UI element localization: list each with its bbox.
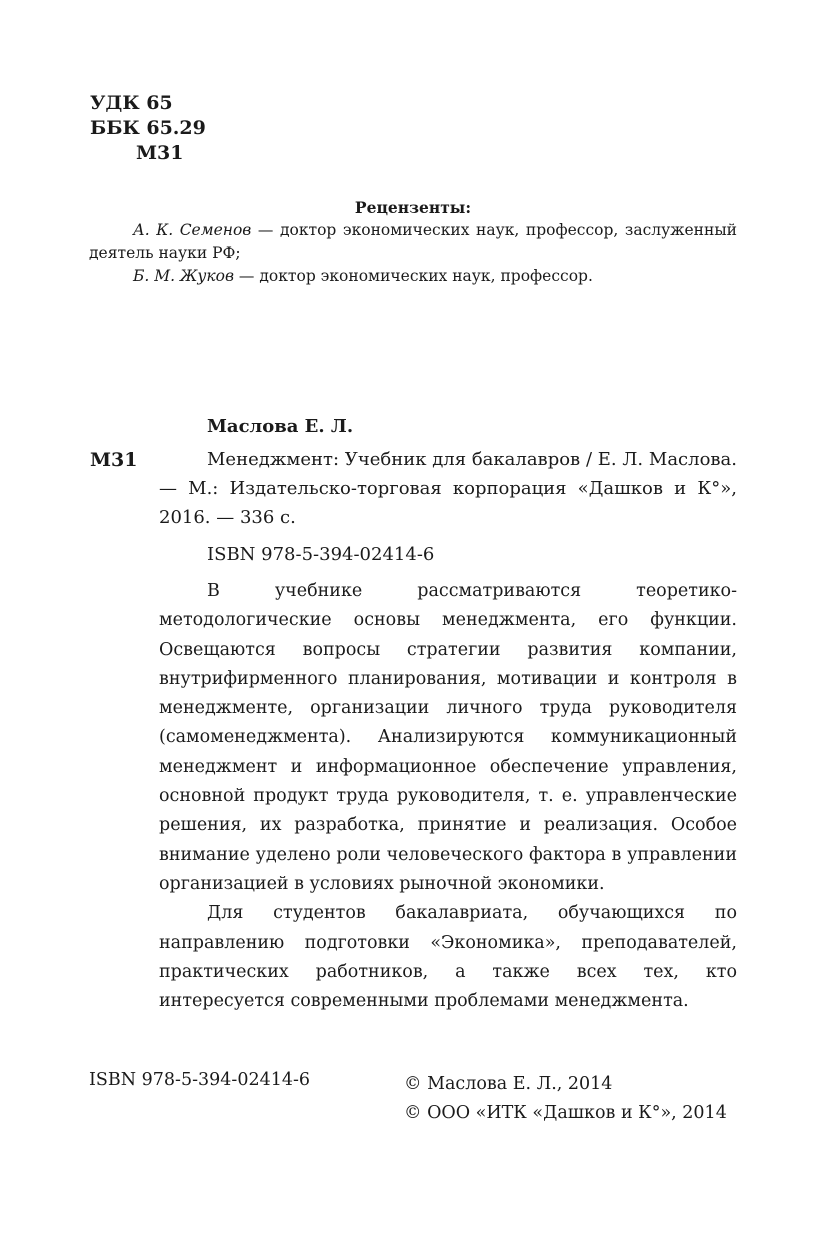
copyright-publisher: © ООО «ИТК «Дашков и К°», 2014 xyxy=(404,1103,727,1123)
copyright-block xyxy=(404,1070,727,1128)
reviewers-block xyxy=(89,196,737,288)
reviewer-name: А. К. Семенов xyxy=(133,221,252,239)
card-isbn: ISBN 978-5-394-02414-6 xyxy=(207,544,435,565)
udk-code: УДК 65 xyxy=(90,92,173,114)
card-author: Маслова Е. Л. xyxy=(207,416,354,437)
reviewer-description: — доктор экономических наук, профессор. xyxy=(234,267,593,285)
bibliographic-description xyxy=(159,445,737,532)
copyright-author: © Маслова Е. Л., 2014 xyxy=(404,1074,613,1094)
annotation xyxy=(159,577,737,1016)
bbk-code: ББК 65.29 xyxy=(90,117,206,139)
classification-codes xyxy=(90,91,206,166)
reviewer-entry xyxy=(89,265,737,288)
annotation-paragraph: В учебнике рассматриваются теоретико-методологические основы менеджмента, его функции. Освещаются вопросы стратегии развития компании, внутрифирменного планирования, мотивации и контроля в менеджменте, организации личного труда руководителя (самоменеджмента). Анализируются коммуникационный менеджмент и информационное обеспечение управления, основной продукт труда руководителя, т. е. управленческие решения, их разработка, принятие и реализация. Особое внимание уделено роли человеческого фактора в управлении организацией в условиях рыночной экономики. xyxy=(159,581,737,894)
description-text: Менеджмент: Учебник для бакалавров / Е. Л. Маслова. — М.: Издательско-торговая корпорация «Дашков и К°», 2016. — 336 с. xyxy=(159,449,737,528)
reviewer-description: — доктор экономических наук, профессор, заслуженный деятель науки РФ; xyxy=(89,221,738,262)
annotation-paragraph: Для студентов бакалавриата, обучающихся по направлению подготовки «Экономика», преподавателей, практических работников, а также всех тех, кто интересуется современными проблемами менеджмента. xyxy=(159,903,737,1012)
reviewer-name: Б. М. Жуков xyxy=(133,267,234,285)
card-author-mark: М31 xyxy=(90,449,138,471)
author-mark: М31 xyxy=(136,142,184,164)
reviewer-entry xyxy=(89,219,737,265)
reviewers-heading: Рецензенты: xyxy=(354,198,472,217)
footer-isbn: ISBN 978-5-394-02414-6 xyxy=(89,1070,311,1090)
